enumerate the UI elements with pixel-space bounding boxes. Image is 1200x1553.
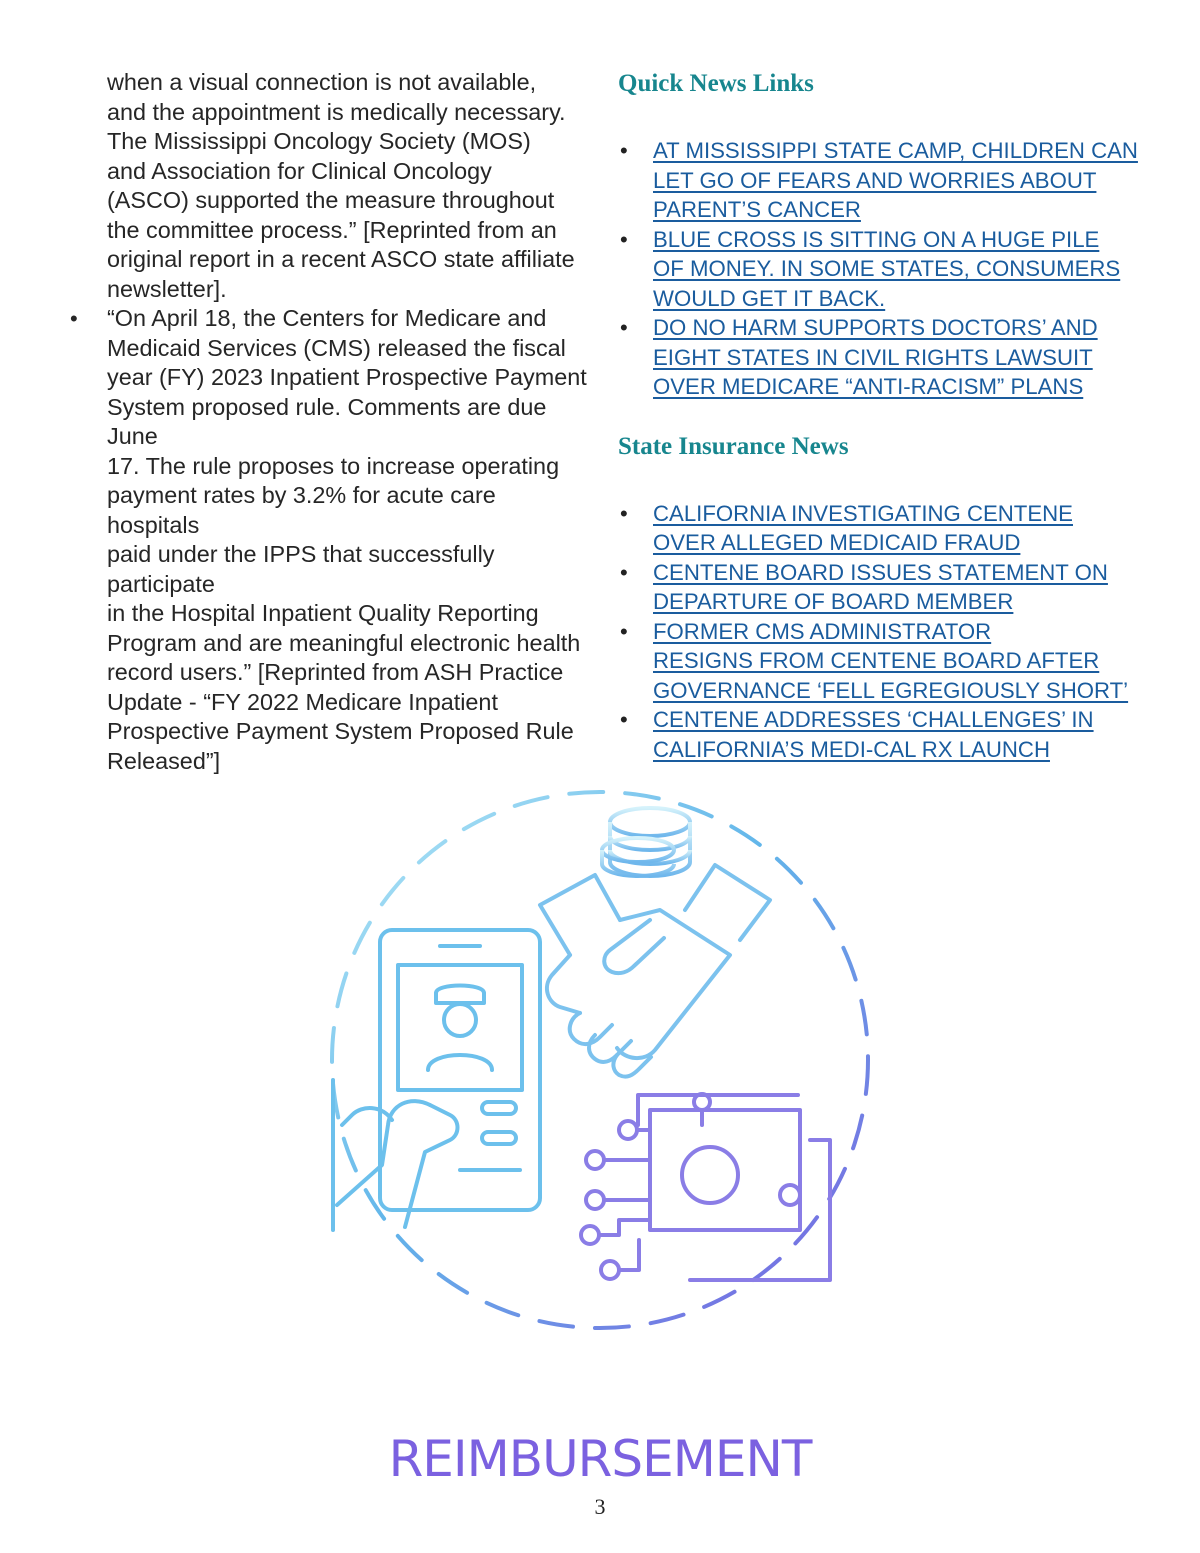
- link-line: CALIFORNIA INVESTIGATING CENTENE: [653, 500, 1073, 526]
- text-line: Update - “FY 2022 Medicare Inpatient: [107, 688, 498, 715]
- text-line: Medicaid Services (CMS) released the fiscal: [107, 334, 566, 361]
- bullet-marker: •: [70, 306, 78, 331]
- text-line: payment rates by 3.2% for acute care hospitals: [107, 482, 496, 538]
- text-line: (ASCO) supported the measure throughout: [107, 187, 555, 213]
- text-line: paid under the IPPS that successfully participate: [107, 541, 495, 597]
- link-line: CENTENE BOARD ISSUES STATEMENT ON: [653, 559, 1108, 585]
- bullet-marker: •: [620, 315, 628, 340]
- text-line: in the Hospital Inpatient Quality Reporting: [107, 600, 539, 626]
- list-item: [618, 136, 1178, 225]
- bullet-marker: •: [620, 618, 628, 644]
- text-line: Program and are meaningful electronic health: [107, 629, 581, 656]
- link-line: BLUE CROSS IS SITTING ON A HUGE PILE: [653, 226, 1100, 252]
- text-line: “On April 18, the Centers for Medicare and: [107, 305, 547, 331]
- text-line: the committee process.” [Reprinted from an: [107, 216, 557, 243]
- reimbursement-illustration: [320, 780, 880, 1340]
- link-line: DEPARTURE OF BOARD MEMBER: [653, 589, 1014, 614]
- link-line: LET GO OF FEARS AND WORRIES ABOUT: [653, 167, 1097, 193]
- news-link-california-centene[interactable]: [653, 501, 1073, 556]
- state-insurance-heading: State Insurance News: [618, 432, 849, 460]
- text-line: The Mississippi Oncology Society (MOS): [107, 128, 531, 154]
- text-line: original report in a recent ASCO state affiliate: [107, 246, 575, 272]
- link-line: CENTENE ADDRESSES ‘CHALLENGES’ IN: [653, 707, 1094, 732]
- text-line: System proposed rule. Comments are due June: [107, 393, 547, 449]
- link-line: CALIFORNIA’S MEDI-CAL RX LAUNCH: [653, 736, 1050, 762]
- bullet-marker: •: [620, 707, 628, 732]
- bullet-marker: •: [620, 500, 628, 526]
- text-line: and Association for Clinical Oncology: [107, 157, 492, 184]
- left-column: [58, 68, 588, 776]
- list-item: [618, 499, 1178, 558]
- news-link-do-no-harm[interactable]: [653, 315, 1098, 399]
- news-link-former-cms-admin[interactable]: [653, 619, 1128, 703]
- text-line: when a visual connection is not available,: [107, 69, 537, 95]
- link-line: PARENT’S CANCER: [653, 197, 861, 222]
- text-line: year (FY) 2023 Inpatient Prospective Payment: [107, 364, 587, 390]
- news-link-blue-cross[interactable]: [653, 227, 1120, 311]
- news-link-centene-board[interactable]: [653, 560, 1108, 615]
- list-item: [618, 558, 1178, 617]
- text-line: 17. The rule proposes to increase operating: [107, 452, 560, 479]
- link-line: AT MISSISSIPPI STATE CAMP, CHILDREN CAN: [653, 138, 1138, 163]
- list-item: [618, 617, 1178, 706]
- list-item: [618, 225, 1178, 314]
- link-line: RESIGNS FROM CENTENE BOARD AFTER: [653, 648, 1100, 673]
- right-column: [618, 70, 1178, 764]
- page-number: 3: [594, 1494, 606, 1519]
- quick-news-heading: Quick News Links: [618, 70, 814, 97]
- cms-bullet: [58, 304, 588, 776]
- news-link-medi-cal-rx[interactable]: [653, 707, 1094, 762]
- link-line: WOULD GET IT BACK.: [653, 285, 886, 311]
- link-line: OVER MEDICARE “ANTI-RACISM” PLANS: [653, 374, 1084, 399]
- link-line: FORMER CMS ADMINISTRATOR: [653, 618, 992, 644]
- bullet-marker: •: [620, 138, 628, 163]
- link-line: GOVERNANCE ‘FELL EGREGIOUSLY SHORT’: [653, 677, 1129, 703]
- bullet-marker: •: [620, 559, 628, 585]
- handshake-icon: [540, 865, 770, 1077]
- link-line: OF MONEY. IN SOME STATES, CONSUMERS: [653, 256, 1121, 281]
- news-link-mississippi-camp[interactable]: [653, 138, 1138, 222]
- text-line: and the appointment is medically necessary.: [107, 98, 566, 125]
- text-line: newsletter].: [107, 275, 227, 302]
- link-line: EIGHT STATES IN CIVIL RIGHTS LAWSUIT: [653, 344, 1093, 370]
- text-line: Prospective Payment System Proposed Rule: [107, 718, 574, 744]
- quick-news-list: [618, 136, 1178, 402]
- bullet-marker: •: [620, 226, 628, 252]
- coin-stack-icon: [602, 808, 690, 876]
- state-insurance-list: [618, 499, 1178, 765]
- text-line: record users.” [Reprinted from ASH Practice: [107, 659, 564, 685]
- reimbursement-title: REIMBURSEMENT: [388, 1430, 812, 1488]
- continuation-paragraph: [107, 68, 588, 304]
- digital-banknote-icon: [581, 1094, 830, 1280]
- list-item: [618, 313, 1178, 402]
- link-line: DO NO HARM SUPPORTS DOCTORS’ AND: [653, 315, 1098, 340]
- text-line: Released”]: [107, 747, 221, 774]
- list-item: [618, 705, 1178, 764]
- doctor-id-card-icon: [333, 930, 540, 1230]
- link-line: OVER ALLEGED MEDICAID FRAUD: [653, 530, 1021, 555]
